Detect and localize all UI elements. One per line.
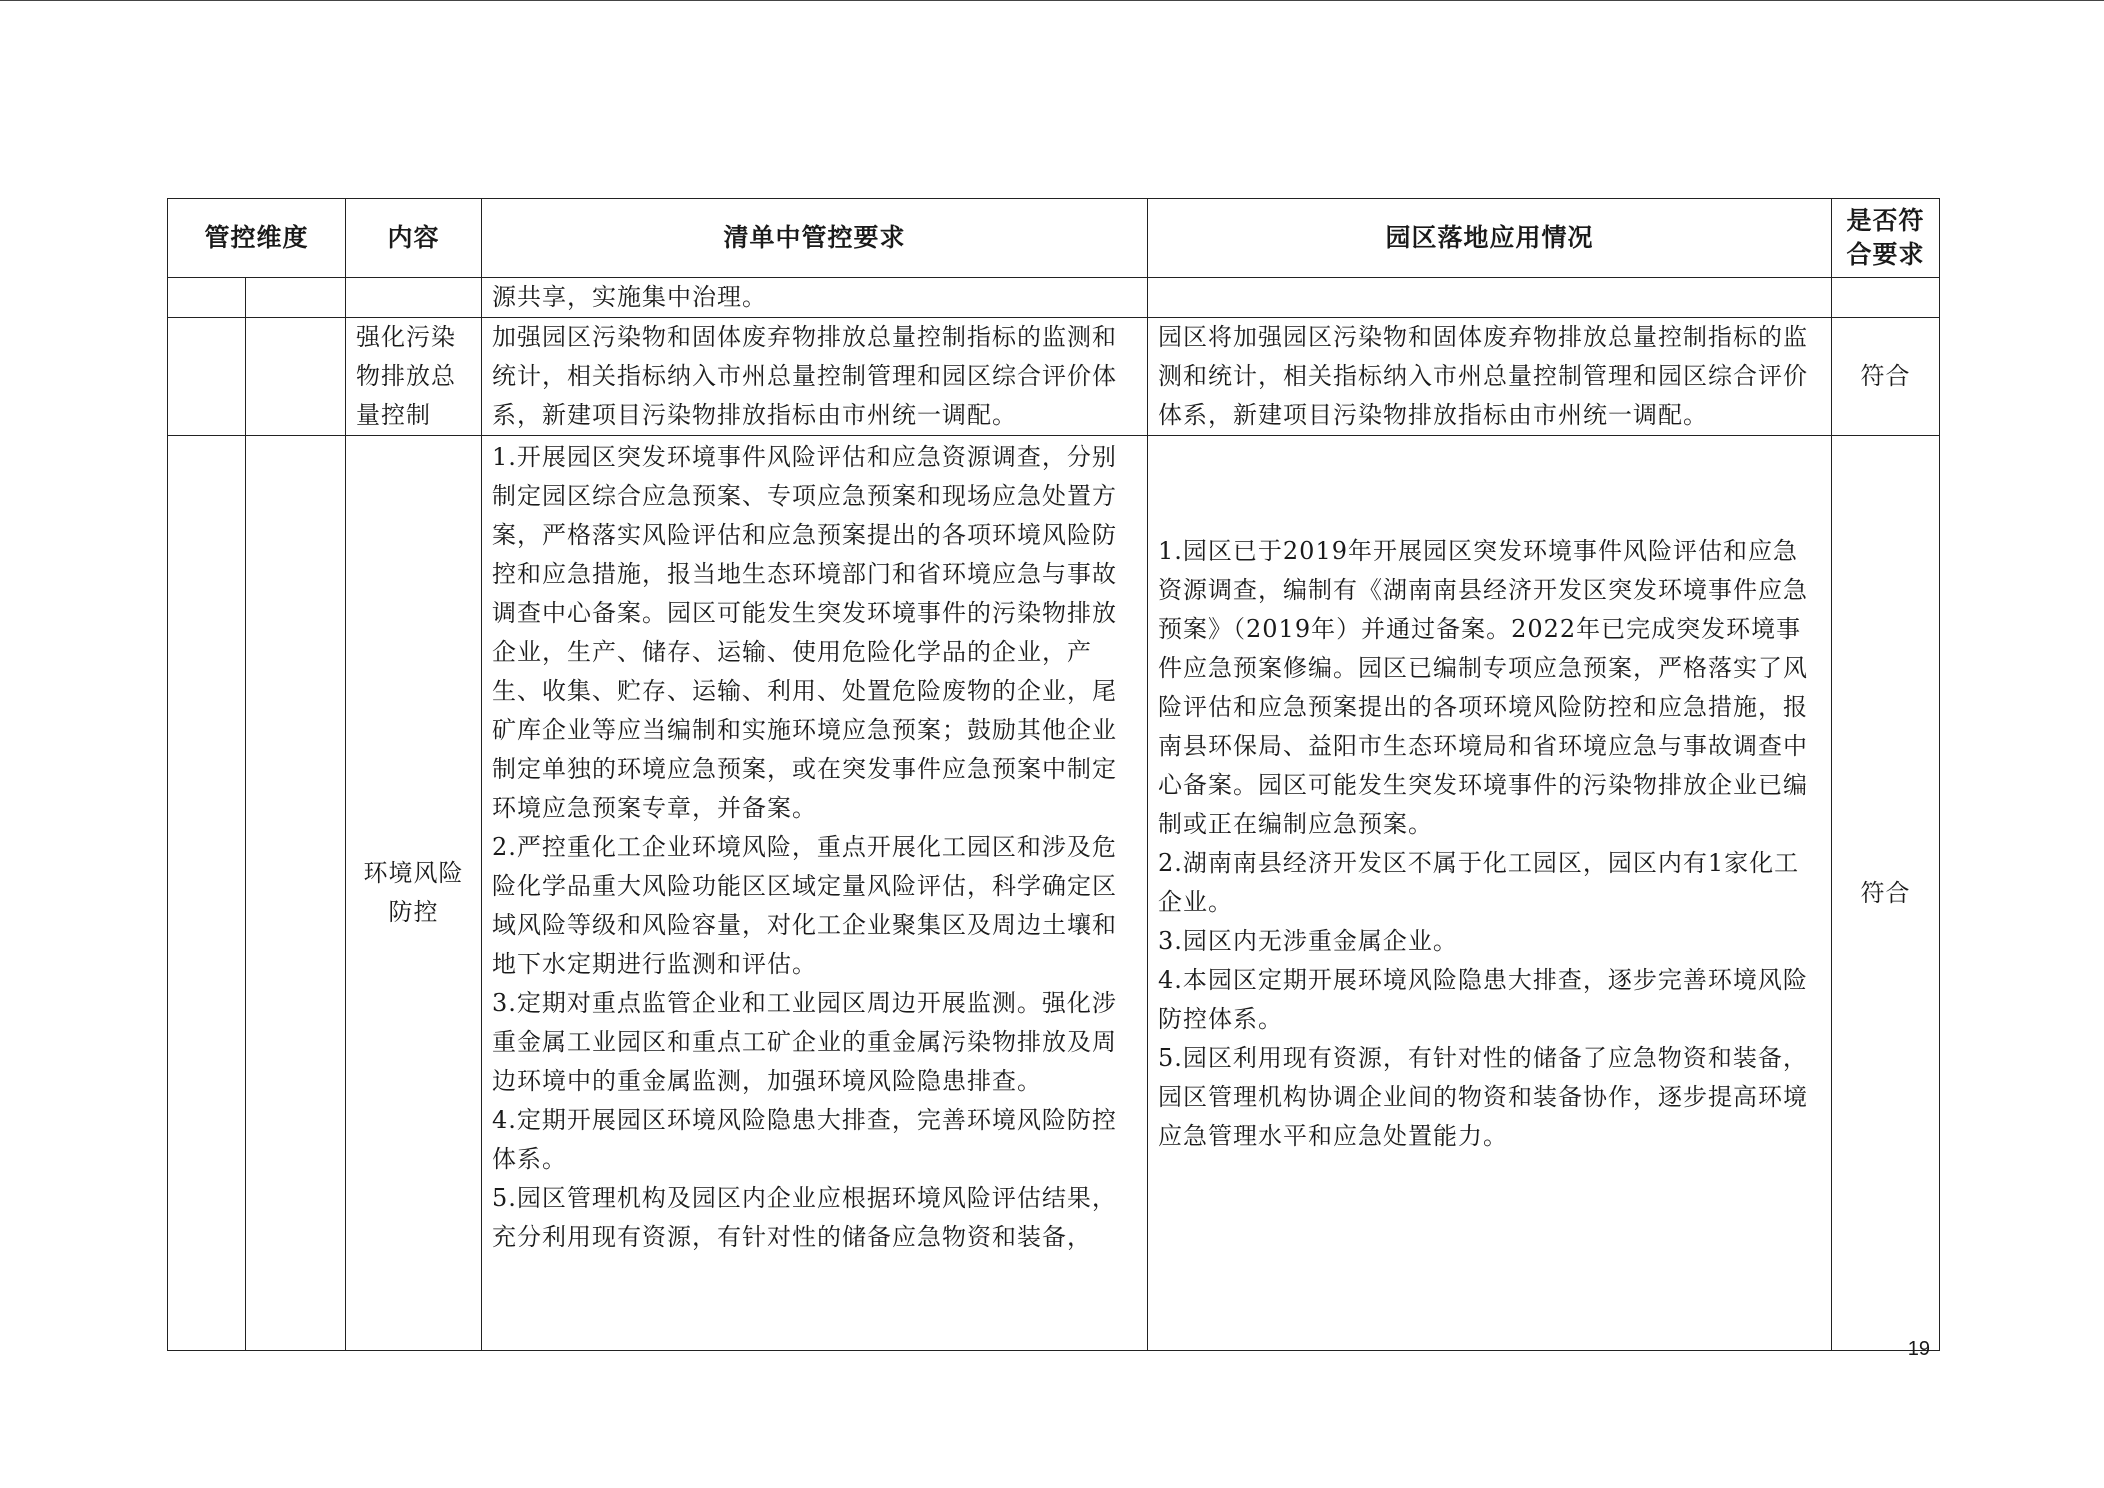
requirement-cell — [482, 436, 1148, 1351]
application-item: 3.园区内无涉重金属企业。 — [1158, 927, 1458, 955]
application-item: 4.本园区定期开展环境风险隐患大排查，逐步完善环境风险防控体系。 — [1158, 966, 1808, 1033]
table-header-row — [168, 199, 1940, 278]
content-cell: 环境风险防控 — [346, 436, 482, 1351]
requirement-text: 加强园区污染物和固体废弃物排放总量控制指标的监测和统计，相关指标纳入市州总量控制管理和园区综合评价体系，新建项目污染物排放指标由市州统一调配。 — [492, 323, 1118, 429]
content-cell — [346, 278, 482, 318]
subdimension-cell — [246, 436, 346, 1351]
application-item: 5.园区利用现有资源，有针对性的储备了应急物资和装备，园区管理机构协调企业间的物资和装备协作，逐步提高环境应急管理水平和应急处置能力。 — [1158, 1044, 1809, 1150]
table-row — [168, 318, 1940, 436]
dimension-cell — [168, 318, 246, 436]
page-top-rule — [0, 0, 2104, 1]
requirement-cell — [482, 278, 1148, 318]
requirement-item: 5.园区管理机构及园区内企业应根据环境风险评估结果，充分利用现有资源，有针对性的储备应急物资和装备， — [492, 1184, 1117, 1251]
header-requirement: 清单中管控要求 — [482, 199, 1148, 278]
table-row — [168, 278, 1940, 318]
dimension-cell — [168, 278, 246, 318]
application-cell — [1148, 318, 1832, 436]
table-row — [168, 436, 1940, 1351]
requirement-item: 2.严控重化工企业环境风险，重点开展化工园区和涉及危险化学品重大风险功能区区域定量风险评估，科学确定区域风险等级和风险容量，对化工企业聚集区及周边土壤和地下水定期进行监测和评估。 — [492, 833, 1118, 978]
requirement-item: 1.开展园区突发环境事件风险评估和应急资源调查，分别制定园区综合应急预案、专项应急预案和现场应急处置方案，严格落实风险评估和应急预案提出的各项环境风险防控和应急措施，报当地生态环境部门和省环境应急与事故调查中心备案。园区可能发生突发环境事件的污染物排放企业，生产、储存、运输、使用危险化学品的企业，产生、收集、贮存、运输、利用、处置危险废物的企业，尾矿库企业等应当编制和实施环境应急预案；鼓励其他企业制定单独的环境应急预案，或在突发事件应急预案中制定环境应急预案专章，并备案。 — [492, 443, 1118, 822]
application-item: 2.湖南南县经济开发区不属于化工园区，园区内有1家化工企业。 — [1158, 849, 1800, 916]
content-cell: 强化污染物排放总量控制 — [346, 318, 482, 436]
header-application: 园区落地应用情况 — [1148, 199, 1832, 278]
application-cell — [1148, 436, 1832, 1351]
compliance-table — [167, 198, 1940, 1351]
subdimension-cell — [246, 278, 346, 318]
dimension-cell — [168, 436, 246, 1351]
header-dimension: 管控维度 — [168, 199, 346, 278]
application-text: 园区将加强园区污染物和固体废弃物排放总量控制指标的监测和统计，相关指标纳入市州总量控制管理和园区综合评价体系，新建项目污染物排放指标由市州统一调配。 — [1158, 323, 1809, 429]
requirement-item: 3.定期对重点监管企业和工业园区周边开展监测。强化涉重金属工业园区和重点工矿企业的重金属污染物排放及周边环境中的重金属监测，加强环境风险隐患排查。 — [492, 989, 1118, 1095]
compliance-cell: 符合 — [1832, 318, 1940, 436]
compliance-cell — [1832, 278, 1940, 318]
requirement-item: 4.定期开展园区环境风险隐患大排查，完善环境风险防控体系。 — [492, 1106, 1117, 1173]
header-content: 内容 — [346, 199, 482, 278]
page-number: 19 — [1907, 1338, 1930, 1360]
application-item: 1.园区已于2019年开展园区突发环境事件风险评估和应急资源调查，编制有《湖南南县经济开发区突发环境事件应急预案》（2019年）并通过备案。2022年已完成突发环境事件应急预案修编。园区已编制专项应急预案，严格落实了风险评估和应急预案提出的各项环境风险防控和应急措施，报南县环保局、益阳市生态环境局和省环境应急与事故调查中心备案。园区可能发生突发环境事件的污染物排放企业已编制或正在编制应急预案。 — [1158, 537, 1809, 838]
header-compliance: 是否符合要求 — [1832, 199, 1940, 278]
requirement-text: 源共享，实施集中治理。 — [492, 283, 768, 311]
requirement-cell — [482, 318, 1148, 436]
application-cell — [1148, 278, 1832, 318]
compliance-cell: 符合 — [1832, 436, 1940, 1351]
subdimension-cell — [246, 318, 346, 436]
